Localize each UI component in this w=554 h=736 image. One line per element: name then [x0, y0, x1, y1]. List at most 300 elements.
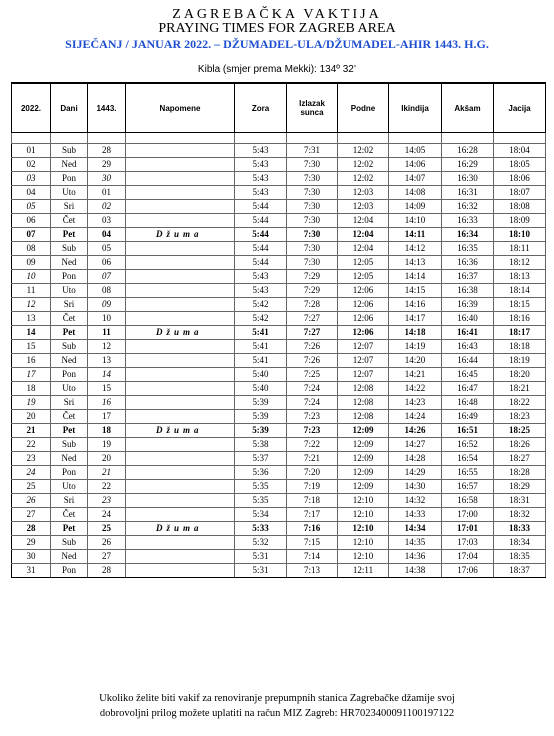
cell-time-sunrise: 7:17 — [287, 508, 338, 522]
cell-time-aksam: 17:03 — [442, 536, 494, 550]
cell-day-name: Uto — [51, 186, 88, 200]
cell-date-gregorian: 30 — [12, 550, 51, 564]
cell-time-zora: 5:41 — [235, 354, 287, 368]
cell-day-name: Uto — [51, 382, 88, 396]
cell-date-gregorian: 01 — [12, 144, 51, 158]
cell-time-zora: 5:39 — [235, 424, 287, 438]
cell-time-podne: 12:08 — [338, 382, 389, 396]
cell-date-gregorian: 09 — [12, 256, 51, 270]
cell-note — [126, 466, 235, 480]
cell-time-zora: 5:42 — [235, 298, 287, 312]
cell-day-name: Ned — [51, 550, 88, 564]
cell-time-aksam: 16:44 — [442, 354, 494, 368]
cell-time-aksam: 16:47 — [442, 382, 494, 396]
table-row — [12, 382, 546, 396]
cell-day-name: Pon — [51, 564, 88, 578]
cell-time-aksam: 16:30 — [442, 172, 494, 186]
cell-time-ikindija: 14:19 — [389, 340, 442, 354]
cell-note — [126, 438, 235, 452]
cell-day-name: Sub — [51, 438, 88, 452]
cell-time-podne: 12:02 — [338, 144, 389, 158]
table-row — [12, 270, 546, 284]
cell-time-sunrise: 7:29 — [287, 270, 338, 284]
cell-date-hijri: 24 — [88, 508, 126, 522]
cell-time-podne: 12:09 — [338, 480, 389, 494]
cell-note — [126, 382, 235, 396]
col-header-sunrise: Izlazak sunca — [287, 83, 338, 133]
cell-note — [126, 214, 235, 228]
cell-time-podne: 12:07 — [338, 340, 389, 354]
cell-time-sunrise: 7:30 — [287, 228, 338, 242]
cell-time-ikindija: 14:05 — [389, 144, 442, 158]
cell-time-jacija: 18:15 — [494, 298, 546, 312]
cell-note — [126, 242, 235, 256]
cell-day-name: Sub — [51, 536, 88, 550]
table-row — [12, 522, 546, 536]
cell-time-podne: 12:10 — [338, 508, 389, 522]
cell-time-jacija: 18:19 — [494, 354, 546, 368]
col-header-year: 2022. — [12, 83, 51, 133]
cell-time-podne: 12:10 — [338, 522, 389, 536]
cell-note — [126, 270, 235, 284]
cell-time-podne: 12:11 — [338, 564, 389, 578]
cell-time-aksam: 16:37 — [442, 270, 494, 284]
cell-date-gregorian: 22 — [12, 438, 51, 452]
cell-time-jacija: 18:18 — [494, 340, 546, 354]
cell-note — [126, 494, 235, 508]
cell-time-zora: 5:31 — [235, 564, 287, 578]
cell-time-jacija: 18:14 — [494, 284, 546, 298]
cell-time-sunrise: 7:30 — [287, 158, 338, 172]
table-header-row — [12, 83, 546, 133]
cell-note — [126, 550, 235, 564]
cell-time-podne: 12:03 — [338, 200, 389, 214]
cell-time-zora: 5:40 — [235, 382, 287, 396]
cell-time-ikindija: 14:06 — [389, 158, 442, 172]
cell-time-jacija: 18:33 — [494, 522, 546, 536]
cell-time-podne: 12:06 — [338, 298, 389, 312]
cell-time-zora: 5:43 — [235, 186, 287, 200]
cell-time-jacija: 18:25 — [494, 424, 546, 438]
cell-time-ikindija: 14:16 — [389, 298, 442, 312]
cell-date-gregorian: 24 — [12, 466, 51, 480]
cell-time-zora: 5:40 — [235, 368, 287, 382]
cell-time-sunrise: 7:21 — [287, 452, 338, 466]
cell-time-zora: 5:41 — [235, 326, 287, 340]
cell-time-podne: 12:09 — [338, 424, 389, 438]
cell-time-jacija: 18:23 — [494, 410, 546, 424]
cell-day-name: Sub — [51, 340, 88, 354]
cell-note — [126, 452, 235, 466]
cell-time-jacija: 18:21 — [494, 382, 546, 396]
cell-date-gregorian: 11 — [12, 284, 51, 298]
cell-time-aksam: 16:57 — [442, 480, 494, 494]
cell-time-ikindija: 14:24 — [389, 410, 442, 424]
cell-date-hijri: 21 — [88, 466, 126, 480]
cell-time-sunrise: 7:24 — [287, 396, 338, 410]
table-row — [12, 550, 546, 564]
cell-date-gregorian: 23 — [12, 452, 51, 466]
table-row — [12, 312, 546, 326]
table-row — [12, 200, 546, 214]
cell-date-gregorian: 12 — [12, 298, 51, 312]
document-subtitle: PRAYING TIMES FOR ZAGREB AREA — [158, 21, 396, 36]
cell-time-jacija: 18:13 — [494, 270, 546, 284]
cell-time-jacija: 18:35 — [494, 550, 546, 564]
cell-time-zora: 5:39 — [235, 396, 287, 410]
cell-time-jacija: 18:28 — [494, 466, 546, 480]
cell-time-ikindija: 14:32 — [389, 494, 442, 508]
cell-time-zora: 5:36 — [235, 466, 287, 480]
cell-date-hijri: 10 — [88, 312, 126, 326]
cell-time-ikindija: 14:28 — [389, 452, 442, 466]
cell-time-zora: 5:42 — [235, 312, 287, 326]
col-header-podne: Podne — [338, 83, 389, 133]
table-row — [12, 326, 546, 340]
spacer-row — [12, 133, 546, 144]
cell-time-ikindija: 14:14 — [389, 270, 442, 284]
cell-time-aksam: 16:40 — [442, 312, 494, 326]
cell-date-gregorian: 27 — [12, 508, 51, 522]
cell-time-zora: 5:44 — [235, 242, 287, 256]
cell-date-gregorian: 03 — [12, 172, 51, 186]
cell-date-hijri: 05 — [88, 242, 126, 256]
cell-time-ikindija: 14:13 — [389, 256, 442, 270]
cell-time-jacija: 18:22 — [494, 396, 546, 410]
cell-day-name: Sri — [51, 298, 88, 312]
table-row — [12, 172, 546, 186]
cell-time-jacija: 18:17 — [494, 326, 546, 340]
cell-time-ikindija: 14:12 — [389, 242, 442, 256]
table-row — [12, 438, 546, 452]
cell-time-ikindija: 14:20 — [389, 354, 442, 368]
col-header-aksam: Akšam — [442, 83, 494, 133]
table-row — [12, 466, 546, 480]
cell-time-ikindija: 14:21 — [389, 368, 442, 382]
cell-time-jacija: 18:09 — [494, 214, 546, 228]
cell-time-aksam: 17:04 — [442, 550, 494, 564]
cell-time-aksam: 16:33 — [442, 214, 494, 228]
cell-day-name: Uto — [51, 284, 88, 298]
cell-note — [126, 480, 235, 494]
cell-date-gregorian: 19 — [12, 396, 51, 410]
cell-date-gregorian: 13 — [12, 312, 51, 326]
cell-time-sunrise: 7:14 — [287, 550, 338, 564]
table-body — [12, 133, 546, 578]
cell-date-gregorian: 25 — [12, 480, 51, 494]
cell-time-sunrise: 7:30 — [287, 172, 338, 186]
cell-time-podne: 12:06 — [338, 312, 389, 326]
cell-time-jacija: 18:10 — [494, 228, 546, 242]
cell-time-zora: 5:43 — [235, 144, 287, 158]
cell-date-gregorian: 31 — [12, 564, 51, 578]
cell-time-jacija: 18:20 — [494, 368, 546, 382]
cell-time-sunrise: 7:26 — [287, 340, 338, 354]
cell-time-ikindija: 14:22 — [389, 382, 442, 396]
cell-date-hijri: 13 — [88, 354, 126, 368]
cell-time-ikindija: 14:15 — [389, 284, 442, 298]
cell-note — [126, 340, 235, 354]
cell-note — [126, 284, 235, 298]
cell-date-hijri: 08 — [88, 284, 126, 298]
cell-time-jacija: 18:07 — [494, 186, 546, 200]
cell-time-aksam: 17:01 — [442, 522, 494, 536]
donation-note — [0, 691, 554, 721]
cell-date-hijri: 28 — [88, 144, 126, 158]
donation-line-2: dobrovoljni prilog možete uplatiti na račun MIZ Zagreb: HR7023400091100197122 — [99, 708, 455, 719]
cell-time-podne: 12:08 — [338, 396, 389, 410]
cell-time-zora: 5:44 — [235, 228, 287, 242]
cell-time-sunrise: 7:20 — [287, 466, 338, 480]
cell-time-sunrise: 7:13 — [287, 564, 338, 578]
cell-time-zora: 5:34 — [235, 508, 287, 522]
cell-day-name: Čet — [51, 508, 88, 522]
cell-time-aksam: 16:54 — [442, 452, 494, 466]
cell-time-aksam: 16:34 — [442, 228, 494, 242]
cell-date-hijri: 18 — [88, 424, 126, 438]
cell-time-sunrise: 7:30 — [287, 186, 338, 200]
cell-date-hijri: 26 — [88, 536, 126, 550]
cell-day-name: Ned — [51, 256, 88, 270]
cell-date-gregorian: 29 — [12, 536, 51, 550]
cell-time-podne: 12:05 — [338, 256, 389, 270]
cell-time-podne: 12:09 — [338, 452, 389, 466]
cell-note — [126, 312, 235, 326]
cell-time-aksam: 16:49 — [442, 410, 494, 424]
cell-day-name: Pet — [51, 326, 88, 340]
donation-line-1: Ukoliko želite biti vakif za renoviranje prepumpnih stanica Zagrebačke džamije svoj — [99, 693, 455, 704]
cell-time-sunrise: 7:24 — [287, 382, 338, 396]
table-row — [12, 242, 546, 256]
cell-time-aksam: 16:55 — [442, 466, 494, 480]
cell-day-name: Ned — [51, 158, 88, 172]
cell-time-aksam: 16:29 — [442, 158, 494, 172]
cell-note — [126, 172, 235, 186]
cell-day-name: Sri — [51, 396, 88, 410]
cell-day-name: Čet — [51, 214, 88, 228]
cell-date-gregorian: 08 — [12, 242, 51, 256]
cell-time-zora: 5:43 — [235, 158, 287, 172]
cell-time-zora: 5:44 — [235, 200, 287, 214]
cell-note — [126, 256, 235, 270]
cell-time-podne: 12:07 — [338, 354, 389, 368]
table-row — [12, 452, 546, 466]
cell-time-zora: 5:33 — [235, 522, 287, 536]
cell-date-hijri: 20 — [88, 452, 126, 466]
cell-time-aksam: 16:45 — [442, 368, 494, 382]
cell-time-aksam: 16:32 — [442, 200, 494, 214]
cell-date-gregorian: 02 — [12, 158, 51, 172]
cell-date-gregorian: 14 — [12, 326, 51, 340]
cell-date-hijri: 04 — [88, 228, 126, 242]
cell-time-aksam: 16:39 — [442, 298, 494, 312]
cell-time-podne: 12:02 — [338, 172, 389, 186]
cell-date-gregorian: 28 — [12, 522, 51, 536]
col-header-day: Dani — [51, 83, 88, 133]
cell-day-name: Pet — [51, 424, 88, 438]
cell-day-name: Pon — [51, 368, 88, 382]
cell-date-hijri: 27 — [88, 550, 126, 564]
cell-date-hijri: 03 — [88, 214, 126, 228]
cell-time-zora: 5:35 — [235, 480, 287, 494]
cell-date-gregorian: 04 — [12, 186, 51, 200]
cell-day-name: Pon — [51, 466, 88, 480]
cell-date-hijri: 06 — [88, 256, 126, 270]
cell-note — [126, 158, 235, 172]
cell-time-jacija: 18:26 — [494, 438, 546, 452]
table-row — [12, 284, 546, 298]
table-row — [12, 354, 546, 368]
cell-time-podne: 12:08 — [338, 410, 389, 424]
cell-day-name: Čet — [51, 410, 88, 424]
cell-time-aksam: 16:43 — [442, 340, 494, 354]
cell-time-podne: 12:06 — [338, 284, 389, 298]
col-header-zora: Zora — [235, 83, 287, 133]
cell-time-podne: 12:09 — [338, 438, 389, 452]
cell-time-ikindija: 14:38 — [389, 564, 442, 578]
cell-time-ikindija: 14:35 — [389, 536, 442, 550]
col-header-notes: Napomene — [126, 83, 235, 133]
month-heading: SIJEČANJ / JANUAR 2022. – DŽUMADEL-ULA/DŽUMADEL-AHIR 1443. H.G. — [65, 37, 489, 51]
cell-time-aksam: 17:06 — [442, 564, 494, 578]
cell-note — [126, 410, 235, 424]
cell-time-podne: 12:04 — [338, 214, 389, 228]
cell-time-ikindija: 14:10 — [389, 214, 442, 228]
cell-time-zora: 5:35 — [235, 494, 287, 508]
table-row — [12, 410, 546, 424]
cell-time-sunrise: 7:27 — [287, 312, 338, 326]
cell-time-zora: 5:39 — [235, 410, 287, 424]
cell-time-aksam: 16:58 — [442, 494, 494, 508]
cell-time-zora: 5:41 — [235, 340, 287, 354]
cell-time-podne: 12:10 — [338, 536, 389, 550]
col-header-hijri: 1443. — [88, 83, 126, 133]
cell-time-podne: 12:05 — [338, 270, 389, 284]
cell-date-hijri: 28 — [88, 564, 126, 578]
table-row — [12, 396, 546, 410]
cell-date-gregorian: 16 — [12, 354, 51, 368]
cell-date-gregorian: 26 — [12, 494, 51, 508]
cell-time-sunrise: 7:30 — [287, 200, 338, 214]
cell-date-gregorian: 20 — [12, 410, 51, 424]
cell-time-aksam: 16:36 — [442, 256, 494, 270]
cell-time-ikindija: 14:07 — [389, 172, 442, 186]
cell-time-aksam: 16:41 — [442, 326, 494, 340]
cell-time-podne: 12:07 — [338, 368, 389, 382]
cell-time-aksam: 16:31 — [442, 186, 494, 200]
cell-day-name: Sub — [51, 242, 88, 256]
cell-date-hijri: 25 — [88, 522, 126, 536]
cell-note — [126, 298, 235, 312]
cell-time-podne: 12:02 — [338, 158, 389, 172]
cell-time-sunrise: 7:25 — [287, 368, 338, 382]
cell-time-ikindija: 14:26 — [389, 424, 442, 438]
table-row — [12, 508, 546, 522]
cell-time-aksam: 16:28 — [442, 144, 494, 158]
cell-date-hijri: 19 — [88, 438, 126, 452]
cell-date-hijri: 07 — [88, 270, 126, 284]
cell-date-hijri: 11 — [88, 326, 126, 340]
cell-time-ikindija: 14:27 — [389, 438, 442, 452]
cell-day-name: Sri — [51, 200, 88, 214]
cell-time-jacija: 18:08 — [494, 200, 546, 214]
cell-note — [126, 186, 235, 200]
cell-note: Džuma — [126, 522, 235, 536]
cell-time-zora: 5:44 — [235, 214, 287, 228]
cell-day-name: Pet — [51, 228, 88, 242]
cell-time-podne: 12:10 — [338, 494, 389, 508]
table-row — [12, 186, 546, 200]
cell-day-name: Uto — [51, 480, 88, 494]
table-row — [12, 158, 546, 172]
cell-time-jacija: 18:06 — [494, 172, 546, 186]
cell-date-hijri: 16 — [88, 396, 126, 410]
cell-time-jacija: 18:04 — [494, 144, 546, 158]
cell-time-ikindija: 14:09 — [389, 200, 442, 214]
cell-time-sunrise: 7:18 — [287, 494, 338, 508]
cell-day-name: Pon — [51, 172, 88, 186]
cell-date-gregorian: 06 — [12, 214, 51, 228]
cell-time-sunrise: 7:28 — [287, 298, 338, 312]
cell-time-jacija: 18:29 — [494, 480, 546, 494]
table-row — [12, 536, 546, 550]
cell-time-jacija: 18:05 — [494, 158, 546, 172]
cell-date-hijri: 01 — [88, 186, 126, 200]
cell-day-name: Sub — [51, 144, 88, 158]
cell-date-hijri: 12 — [88, 340, 126, 354]
table-row — [12, 340, 546, 354]
cell-time-sunrise: 7:30 — [287, 256, 338, 270]
table-row — [12, 214, 546, 228]
cell-time-sunrise: 7:30 — [287, 214, 338, 228]
cell-time-jacija: 18:37 — [494, 564, 546, 578]
cell-time-ikindija: 14:36 — [389, 550, 442, 564]
cell-date-hijri: 23 — [88, 494, 126, 508]
cell-date-gregorian: 07 — [12, 228, 51, 242]
cell-time-sunrise: 7:26 — [287, 354, 338, 368]
cell-time-zora: 5:31 — [235, 550, 287, 564]
cell-note — [126, 508, 235, 522]
cell-date-gregorian: 21 — [12, 424, 51, 438]
cell-time-sunrise: 7:23 — [287, 410, 338, 424]
cell-date-hijri: 22 — [88, 480, 126, 494]
cell-time-aksam: 16:35 — [442, 242, 494, 256]
cell-day-name: Pet — [51, 522, 88, 536]
cell-time-sunrise: 7:16 — [287, 522, 338, 536]
cell-note: Džuma — [126, 326, 235, 340]
cell-time-podne: 12:03 — [338, 186, 389, 200]
cell-day-name: Sri — [51, 494, 88, 508]
table-row — [12, 298, 546, 312]
table-row — [12, 368, 546, 382]
kibla-direction: Kibla (smjer prema Mekki): 134º 32’ — [197, 64, 357, 75]
table-row — [12, 564, 546, 578]
table-row — [12, 228, 546, 242]
cell-date-gregorian: 10 — [12, 270, 51, 284]
cell-date-hijri: 09 — [88, 298, 126, 312]
table-row — [12, 480, 546, 494]
cell-time-sunrise: 7:30 — [287, 242, 338, 256]
cell-time-aksam: 17:00 — [442, 508, 494, 522]
cell-time-podne: 12:04 — [338, 228, 389, 242]
col-header-jacija: Jacija — [494, 83, 546, 133]
table-row — [12, 256, 546, 270]
cell-time-aksam: 16:48 — [442, 396, 494, 410]
cell-time-aksam: 16:51 — [442, 424, 494, 438]
cell-note — [126, 368, 235, 382]
cell-note — [126, 200, 235, 214]
table-row — [12, 424, 546, 438]
